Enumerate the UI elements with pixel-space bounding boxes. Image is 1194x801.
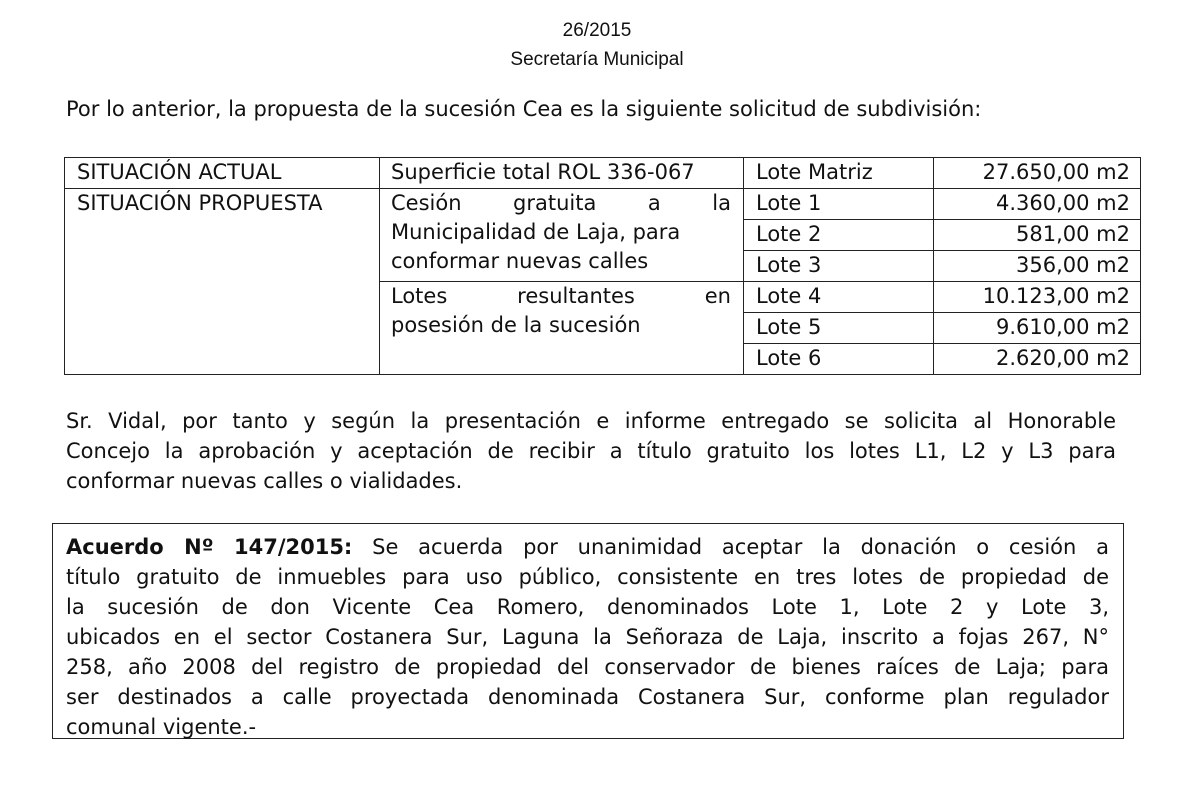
paragraph-line: Sr. Vidal, por tanto y según la presentación e informe entregado se solicita al Honorable — [66, 409, 1116, 433]
lote-name: Lote 2 — [744, 220, 934, 251]
lote-area: 27.650,00 m2 — [934, 158, 1141, 189]
acuerdo-title: Acuerdo Nº 147/2015: — [66, 535, 353, 559]
lotes-line: posesión de la sucesión — [391, 313, 641, 337]
acuerdo-line: comunal vigente.- — [66, 715, 257, 739]
table-row — [65, 158, 1141, 189]
paragraph-line: conformar nuevas calles o vialidades. — [66, 469, 463, 493]
lote-name: Lote 1 — [744, 189, 934, 220]
lote-area: 9.610,00 m2 — [934, 313, 1141, 344]
office-name: Secretaría Municipal — [510, 49, 684, 70]
acuerdo-line — [66, 532, 1109, 562]
lote-area: 581,00 m2 — [934, 220, 1141, 251]
cesion-line: Municipalidad de Laja, para — [391, 220, 681, 244]
situacion-propuesta-label: SITUACIÓN PROPUESTA — [65, 189, 380, 375]
acuerdo-line: ubicados en el sector Costanera Sur, Laguna la Señoraza de Laja, inscrito a fojas 267, N° — [66, 625, 1109, 649]
acuerdo-line: 258, año 2008 del registro de propiedad del conservador de bienes raíces de Laja; para — [66, 655, 1109, 679]
acuerdo-line: título gratuito de inmuebles para uso público, consistente en tres lotes de propiedad de — [66, 565, 1109, 589]
lote-area: 4.360,00 m2 — [934, 189, 1141, 220]
situacion-actual-label: SITUACIÓN ACTUAL — [65, 158, 380, 189]
lote-name: Lote 6 — [744, 344, 934, 375]
intro-text: Por lo anterior, la propuesta de la sucesión Cea es la siguiente solicitud de subdivisión: — [66, 97, 982, 121]
lotes-resultantes-desc — [380, 282, 744, 375]
document-number: 26/2015 — [562, 20, 632, 41]
lote-name: Lote Matriz — [744, 158, 934, 189]
cesion-line: Cesión gratuita a la — [391, 191, 731, 215]
lote-name: Lote 3 — [744, 251, 934, 282]
situacion-actual-desc: Superficie total ROL 336-067 — [380, 158, 744, 189]
acuerdo-box — [52, 523, 1124, 739]
lote-area: 2.620,00 m2 — [934, 344, 1141, 375]
request-paragraph — [66, 406, 1116, 496]
lotes-line: Lotes resultantes en — [391, 284, 731, 308]
cesion-desc — [380, 189, 744, 282]
subdivision-table — [64, 157, 1141, 375]
table-row — [65, 189, 1141, 220]
acuerdo-line: la sucesión de don Vicente Cea Romero, denominados Lote 1, Lote 2 y Lote 3, — [66, 595, 1109, 619]
cesion-line: conformar nuevas calles — [391, 249, 649, 273]
lote-name: Lote 4 — [744, 282, 934, 313]
lote-name: Lote 5 — [744, 313, 934, 344]
acuerdo-line1-text: Se acuerda por unanimidad aceptar la donación o cesión a — [352, 535, 1109, 559]
paragraph-line: Concejo la aprobación y aceptación de recibir a título gratuito los lotes L1, L2 y L3 para — [66, 439, 1116, 463]
acuerdo-line: ser destinados a calle proyectada denominada Costanera Sur, conforme plan regulador — [66, 685, 1109, 709]
lote-area: 356,00 m2 — [934, 251, 1141, 282]
lote-area: 10.123,00 m2 — [934, 282, 1141, 313]
